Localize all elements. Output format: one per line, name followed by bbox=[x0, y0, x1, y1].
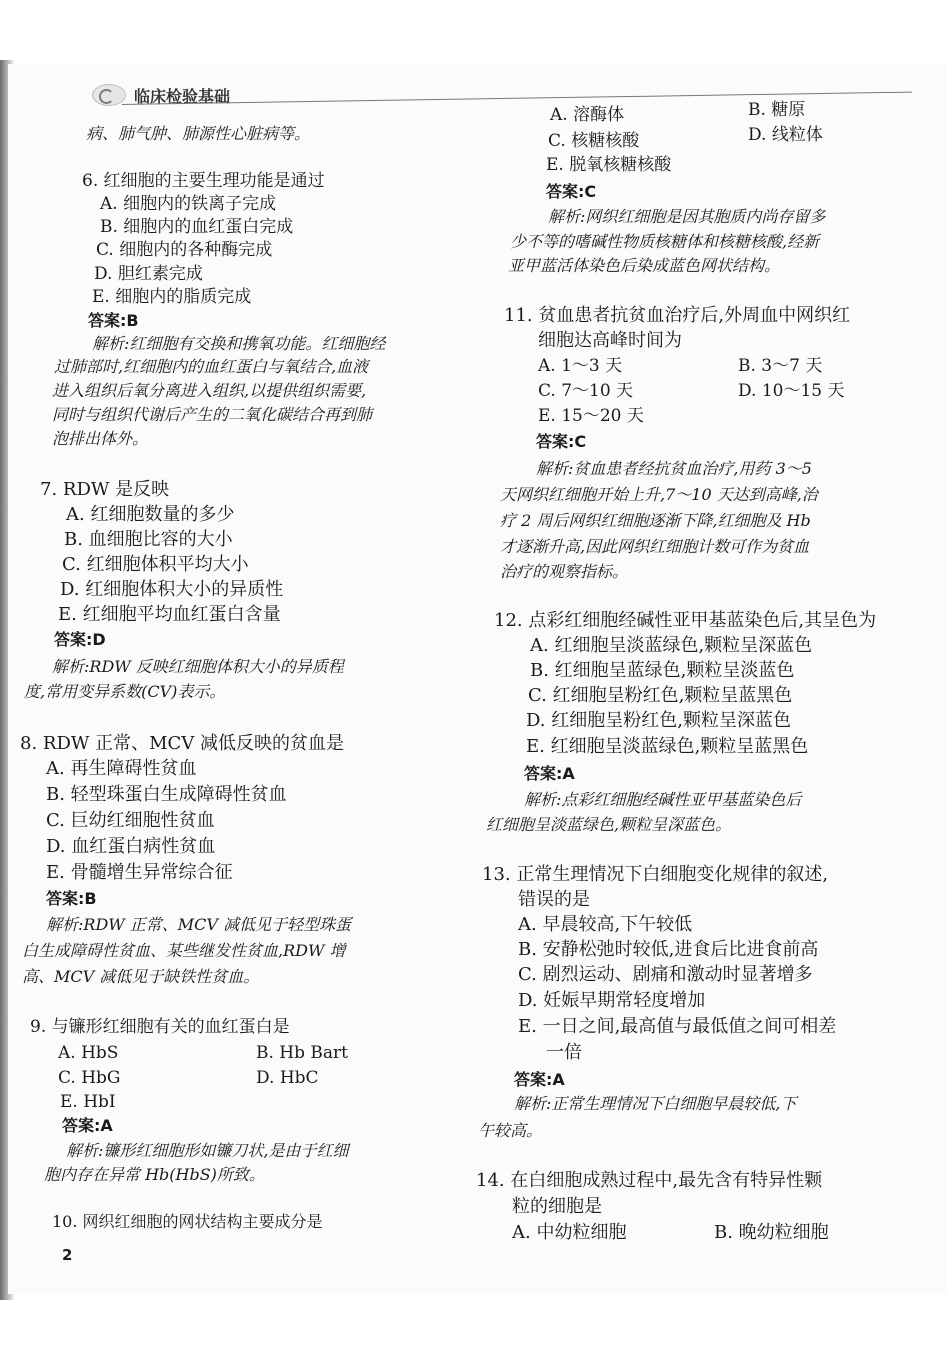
text-line: 答案:A bbox=[514, 1070, 565, 1089]
text-line: 答案:A bbox=[524, 764, 575, 783]
text-line: D. 红细胞呈粉红色,颗粒呈深蓝色 bbox=[526, 710, 791, 731]
header-logo-icon bbox=[92, 84, 126, 106]
text-line: D. 胆红素完成 bbox=[94, 264, 203, 284]
text-line: 天网织红细胞开始上升,7～10 天达到高峰,治 bbox=[500, 485, 818, 504]
text-line: 7. RDW 是反映 bbox=[40, 479, 170, 500]
text-line: A. 中幼粒细胞 bbox=[512, 1222, 627, 1243]
text-line: 粒的细胞是 bbox=[512, 1196, 602, 1217]
text-line: 8. RDW 正常、MCV 减低反映的贫血是 bbox=[20, 733, 345, 754]
text-line: E. 骨髓增生异常综合征 bbox=[46, 862, 233, 883]
text-line: B. 糖原 bbox=[748, 100, 806, 120]
text-line: D. 10～15 天 bbox=[738, 381, 845, 401]
text-line: C. 巨幼红细胞性贫血 bbox=[46, 810, 215, 831]
text-line: 病、肺气肿、肺源性心脏病等。 bbox=[86, 124, 311, 143]
text-line: 9. 与镰形红细胞有关的血红蛋白是 bbox=[30, 1017, 290, 1037]
text-line: A. 1～3 天 bbox=[538, 356, 623, 376]
text-line: 13. 正常生理情况下白细胞变化规律的叙述, bbox=[482, 864, 829, 885]
text-line: E. 一日之间,最高值与最低值之间可相差 bbox=[518, 1016, 837, 1037]
text-line: 解析:正常生理情况下白细胞早晨较低,下 bbox=[514, 1094, 797, 1113]
text-line: 答案:D bbox=[54, 630, 106, 649]
text-line: 答案:A bbox=[62, 1116, 113, 1135]
text-line: 高、MCV 减低见于缺铁性贫血。 bbox=[22, 967, 260, 986]
text-line: B. 血细胞比容的大小 bbox=[64, 529, 233, 550]
text-line: 解析:网织红细胞是因其胞质内尚存留多 bbox=[548, 207, 826, 226]
text-line: 胞内存在异常 Hb(HbS)所致。 bbox=[44, 1165, 265, 1184]
text-line: E. 红细胞平均血红蛋白含量 bbox=[58, 604, 281, 625]
text-line: 一倍 bbox=[546, 1042, 582, 1063]
text-line: C. 核糖核酸 bbox=[548, 131, 640, 151]
text-line: 过肺部时,红细胞内的血红蛋白与氧结合,血液 bbox=[54, 357, 369, 376]
text-line: 答案:B bbox=[46, 889, 97, 908]
text-line: 解析:RDW 正常、MCV 减低见于轻型珠蛋 bbox=[46, 915, 352, 934]
text-line: 少不等的嗜碱性物质核糖体和核糖核酸,经新 bbox=[510, 232, 820, 251]
text-line: 度,常用变异系数(CV)表示。 bbox=[24, 682, 226, 701]
text-line: 同时与组织代谢后产生的二氧化碳结合再到肺 bbox=[52, 405, 373, 424]
text-line: A. 早晨较高,下午较低 bbox=[518, 914, 693, 935]
text-line: 白生成障碍性贫血、某些继发性贫血,RDW 增 bbox=[22, 941, 346, 960]
text-line: 细胞达高峰时间为 bbox=[538, 330, 682, 351]
text-line: E. 细胞内的脂质完成 bbox=[92, 287, 252, 307]
text-line: A. 红细胞呈淡蓝绿色,颗粒呈深蓝色 bbox=[530, 635, 813, 656]
text-line: 进入组织后氧分离进入组织,以提供组织需要, bbox=[52, 381, 367, 400]
text-line: B. 晚幼粒细胞 bbox=[714, 1222, 829, 1243]
text-line: D. 线粒体 bbox=[748, 125, 823, 145]
text-line: 答案:C bbox=[536, 432, 587, 451]
text-line: 解析:贫血患者经抗贫血治疗,用药 3～5 bbox=[536, 459, 812, 478]
text-line: B. 3～7 天 bbox=[738, 356, 823, 376]
text-line: 解析:镰形红细胞形如镰刀状,是由于红细 bbox=[66, 1141, 349, 1160]
text-line: 红细胞呈淡蓝绿色,颗粒呈深蓝色。 bbox=[486, 815, 732, 834]
text-line: 治疗的观察指标。 bbox=[500, 562, 629, 581]
text-line: 泡排出体外。 bbox=[52, 429, 149, 448]
text-line: A. 细胞内的铁离子完成 bbox=[100, 194, 277, 214]
text-line: 12. 点彩红细胞经碱性亚甲基蓝染色后,其呈色为 bbox=[494, 610, 877, 631]
text-line: 才逐渐升高,因此网织红细胞计数可作为贫血 bbox=[500, 537, 810, 556]
text-line: B. 安静松弛时较低,进食后比进食前高 bbox=[518, 939, 819, 960]
text-line: 14. 在白细胞成熟过程中,最先含有特异性颗 bbox=[476, 1170, 823, 1191]
text-line: C. 7～10 天 bbox=[538, 381, 634, 401]
text-line: C. 红细胞呈粉红色,颗粒呈蓝黑色 bbox=[528, 685, 793, 706]
text-line: 11. 贫血患者抗贫血治疗后,外周血中网织红 bbox=[504, 305, 851, 326]
text-line: E. 红细胞呈淡蓝绿色,颗粒呈蓝黑色 bbox=[526, 736, 809, 757]
text-line: B. Hb Bart bbox=[256, 1043, 348, 1063]
text-line: C. 剧烈运动、剧痛和激动时显著增多 bbox=[518, 964, 813, 985]
text-line: 疗 2 周后网织红细胞逐渐下降,红细胞及 Hb bbox=[500, 511, 811, 530]
text-line: D. 血红蛋白病性贫血 bbox=[46, 836, 216, 857]
text-line: 解析:RDW 反映红细胞体积大小的异质程 bbox=[52, 657, 344, 676]
text-line: C. 红细胞体积平均大小 bbox=[62, 554, 249, 575]
text-line: A. 红细胞数量的多少 bbox=[66, 504, 235, 525]
text-line: 10. 网织红细胞的网状结构主要成分是 bbox=[52, 1212, 323, 1231]
text-line: A. 再生障碍性贫血 bbox=[46, 758, 197, 779]
text-line: C. 细胞内的各种酶完成 bbox=[96, 240, 273, 260]
text-line: 解析:红细胞有交换和携氧功能。红细胞经 bbox=[92, 334, 386, 353]
text-line: D. 红细胞体积大小的异质性 bbox=[60, 579, 284, 600]
text-line: 答案:C bbox=[546, 182, 597, 201]
text-line: E. HbI bbox=[60, 1092, 116, 1112]
text-line: E. 15～20 天 bbox=[538, 406, 644, 426]
text-line: A. HbS bbox=[58, 1043, 119, 1063]
text-line: 解析:点彩红细胞经碱性亚甲基蓝染色后 bbox=[524, 790, 802, 809]
text-line: C. HbG bbox=[58, 1068, 121, 1088]
text-line: D. HbC bbox=[256, 1068, 319, 1088]
text-line: A. 溶酶体 bbox=[550, 105, 625, 125]
text-line: 6. 红细胞的主要生理功能是通过 bbox=[82, 171, 325, 191]
header-title: 临床检验基础 bbox=[134, 87, 231, 106]
page-number: 2 bbox=[62, 1246, 73, 1264]
text-line: B. 轻型珠蛋白生成障碍性贫血 bbox=[46, 784, 287, 805]
text-line: B. 细胞内的血红蛋白完成 bbox=[100, 217, 294, 237]
text-line: 答案:B bbox=[88, 311, 139, 330]
text-line: 错误的是 bbox=[518, 889, 590, 910]
text-line: E. 脱氧核糖核酸 bbox=[546, 155, 672, 175]
text-line: 亚甲蓝活体染色后染成蓝色网状结构。 bbox=[508, 256, 781, 275]
text-line: 午较高。 bbox=[478, 1121, 543, 1140]
text-line: D. 妊娠早期常轻度增加 bbox=[518, 990, 706, 1011]
text-line: B. 红细胞呈蓝绿色,颗粒呈淡蓝色 bbox=[530, 660, 795, 681]
